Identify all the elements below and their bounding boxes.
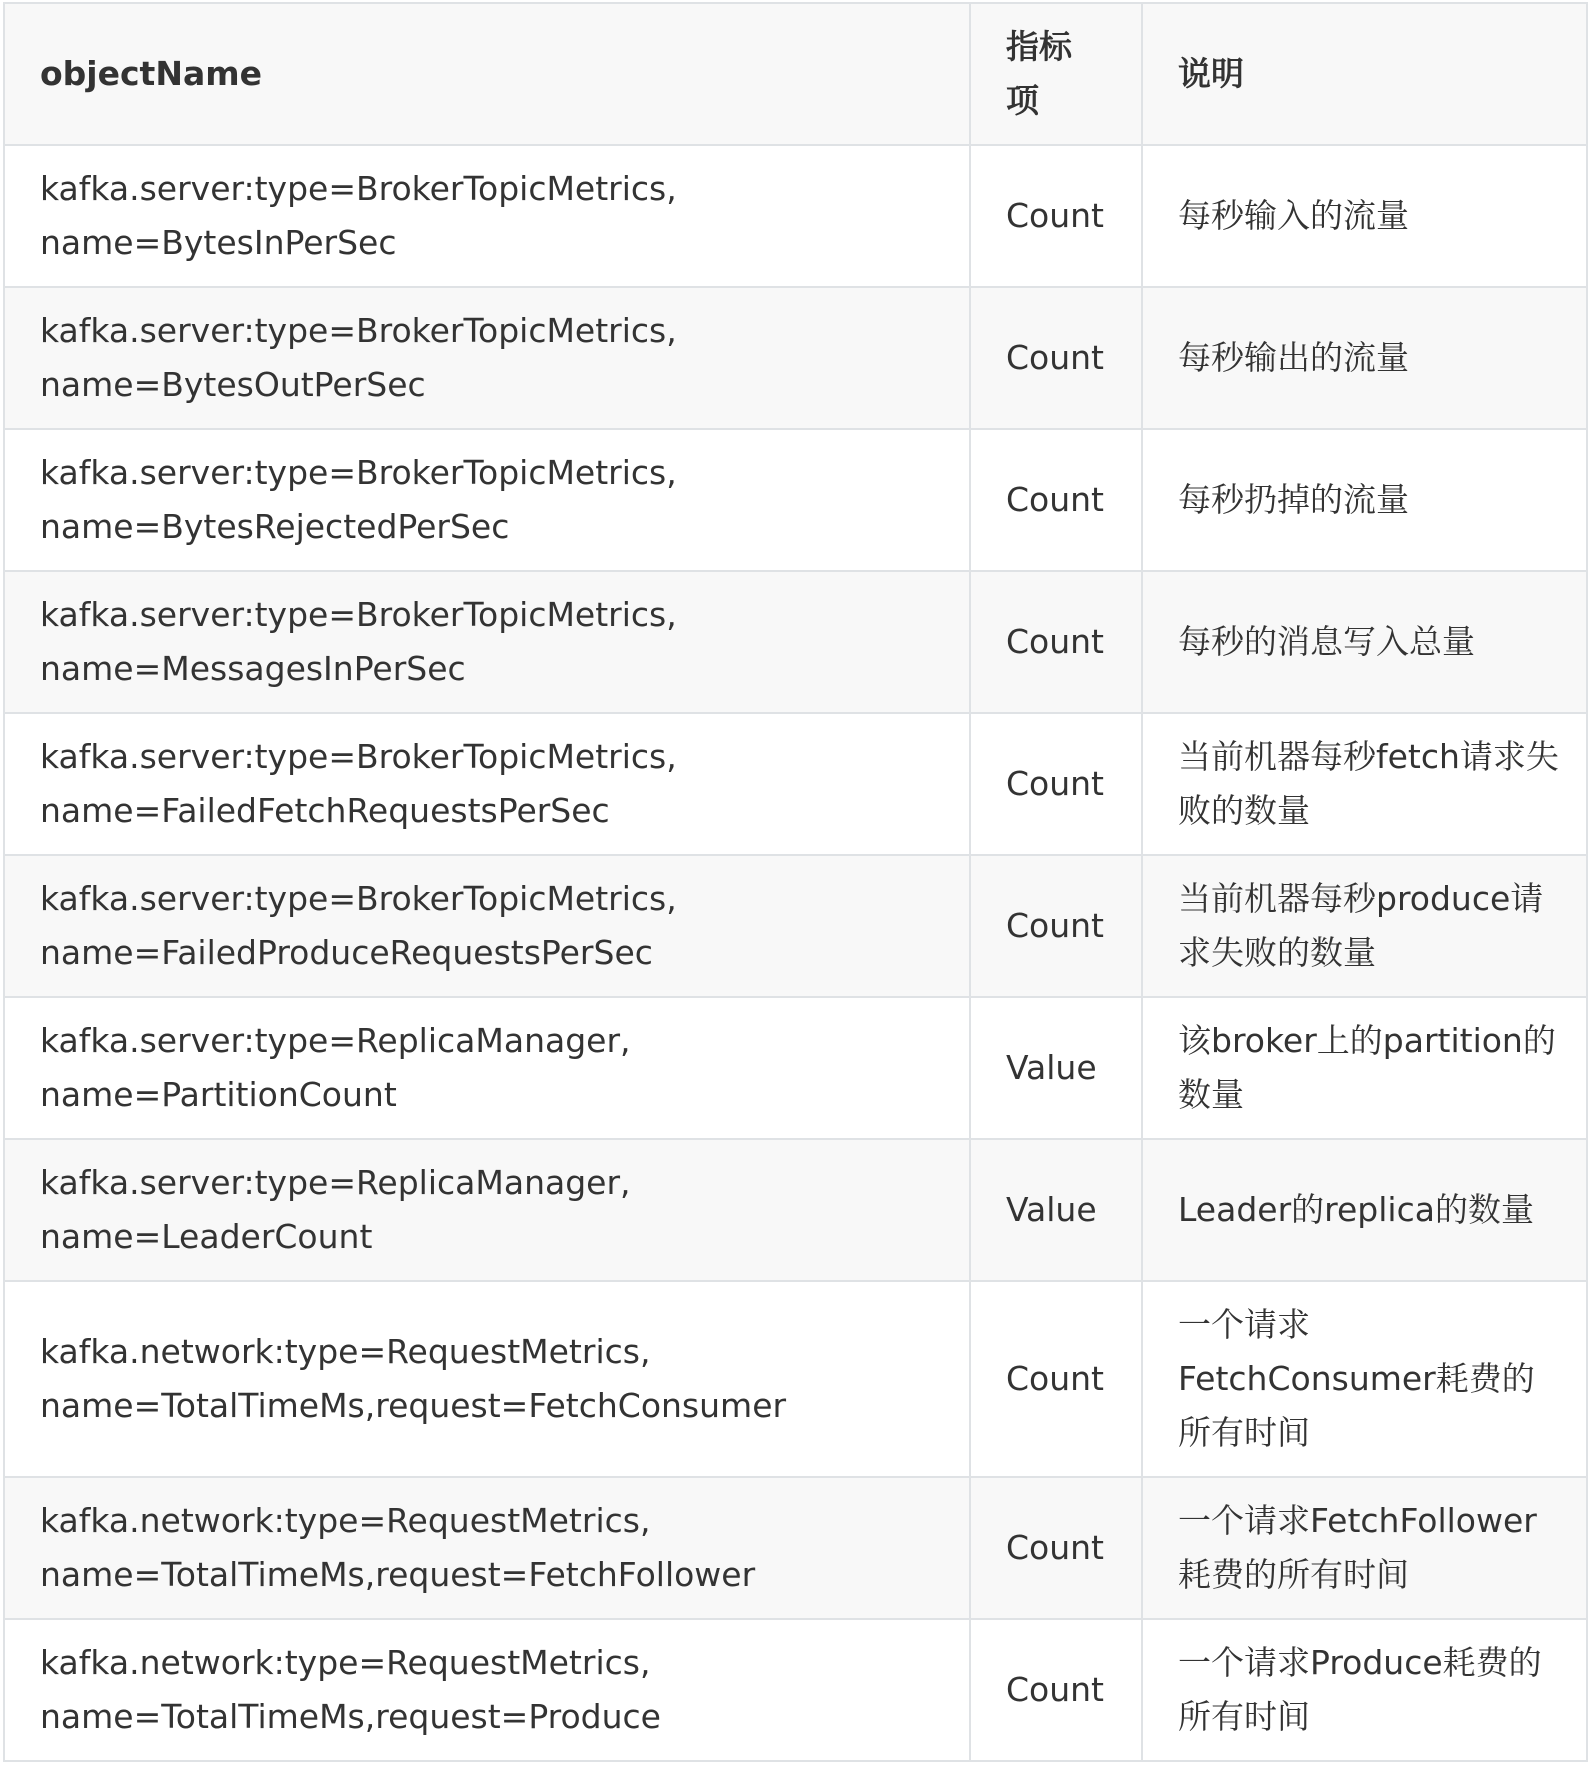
- description-cell: 一个请求Produce耗费的所有时间: [1142, 1619, 1587, 1761]
- object-name-line: kafka.server:type=BrokerTopicMetrics,: [40, 595, 677, 634]
- description-cell: 每秒扔掉的流量: [1142, 429, 1587, 571]
- table-row: [4, 997, 1587, 1139]
- table-row: [4, 429, 1587, 571]
- object-name-line: name=TotalTimeMs,request=Produce: [40, 1697, 661, 1736]
- metric-cell: Count: [970, 1619, 1142, 1761]
- description-cell: Leader的replica的数量: [1142, 1139, 1587, 1281]
- table-row: [4, 1619, 1587, 1761]
- object-name-line: name=FailedProduceRequestsPerSec: [40, 933, 653, 972]
- object-name-line: kafka.server:type=BrokerTopicMetrics,: [40, 311, 677, 350]
- table-row: [4, 145, 1587, 287]
- object-name-cell: [4, 571, 970, 713]
- metric-cell: Count: [970, 429, 1142, 571]
- description-cell: 当前机器每秒fetch请求失败的数量: [1142, 713, 1587, 855]
- description-cell: 每秒输出的流量: [1142, 287, 1587, 429]
- object-name-cell: [4, 287, 970, 429]
- metric-cell: Count: [970, 571, 1142, 713]
- object-name-line: name=MessagesInPerSec: [40, 649, 466, 688]
- object-name-cell: [4, 1477, 970, 1619]
- description-cell: 一个请求FetchFollower耗费的所有时间: [1142, 1477, 1587, 1619]
- metric-cell: Count: [970, 713, 1142, 855]
- metric-cell: Count: [970, 1477, 1142, 1619]
- object-name-line: name=LeaderCount: [40, 1217, 373, 1256]
- description-cell: 当前机器每秒produce请求失败的数量: [1142, 855, 1587, 997]
- description-cell: 每秒输入的流量: [1142, 145, 1587, 287]
- object-name-cell: [4, 145, 970, 287]
- table-body: [4, 145, 1587, 1761]
- object-name-cell: [4, 997, 970, 1139]
- metric-cell: Count: [970, 287, 1142, 429]
- table-row: [4, 571, 1587, 713]
- object-name-line: kafka.server:type=BrokerTopicMetrics,: [40, 879, 677, 918]
- table-row: [4, 855, 1587, 997]
- table-row: [4, 287, 1587, 429]
- table-header: [4, 3, 1587, 145]
- object-name-line: name=TotalTimeMs,request=FetchFollower: [40, 1555, 756, 1594]
- object-name-line: kafka.network:type=RequestMetrics,: [40, 1332, 651, 1371]
- object-name-line: kafka.network:type=RequestMetrics,: [40, 1501, 651, 1540]
- description-cell: 该broker上的partition的数量: [1142, 997, 1587, 1139]
- object-name-line: name=FailedFetchRequestsPerSec: [40, 791, 610, 830]
- object-name-line: name=PartitionCount: [40, 1075, 397, 1114]
- object-name-cell: [4, 1619, 970, 1761]
- metric-cell: Value: [970, 1139, 1142, 1281]
- object-name-line: name=TotalTimeMs,request=FetchConsumer: [40, 1386, 787, 1425]
- description-cell: 每秒的消息写入总量: [1142, 571, 1587, 713]
- metric-cell: Count: [970, 145, 1142, 287]
- object-name-line: kafka.server:type=ReplicaManager,: [40, 1163, 631, 1202]
- metric-cell: Value: [970, 997, 1142, 1139]
- metric-cell: Count: [970, 1281, 1142, 1477]
- object-name-line: name=BytesOutPerSec: [40, 365, 426, 404]
- object-name-line: name=BytesInPerSec: [40, 223, 397, 262]
- object-name-line: kafka.server:type=BrokerTopicMetrics,: [40, 453, 677, 492]
- header-metric: 指标项: [970, 3, 1142, 145]
- header-row: [4, 3, 1587, 145]
- object-name-cell: [4, 855, 970, 997]
- table-row: [4, 1477, 1587, 1619]
- description-cell: 一个请求FetchConsumer耗费的所有时间: [1142, 1281, 1587, 1477]
- table-row: [4, 1139, 1587, 1281]
- object-name-cell: [4, 713, 970, 855]
- object-name-line: kafka.server:type=BrokerTopicMetrics,: [40, 169, 677, 208]
- object-name-line: name=BytesRejectedPerSec: [40, 507, 510, 546]
- object-name-cell: [4, 1139, 970, 1281]
- header-description: 说明: [1142, 3, 1587, 145]
- table-row: [4, 1281, 1587, 1477]
- metrics-table: [3, 2, 1588, 1762]
- object-name-line: kafka.server:type=BrokerTopicMetrics,: [40, 737, 677, 776]
- header-object-name: objectName: [4, 3, 970, 145]
- object-name-cell: [4, 429, 970, 571]
- table-row: [4, 713, 1587, 855]
- object-name-line: kafka.server:type=ReplicaManager,: [40, 1021, 631, 1060]
- object-name-cell: [4, 1281, 970, 1477]
- object-name-line: kafka.network:type=RequestMetrics,: [40, 1643, 651, 1682]
- metric-cell: Count: [970, 855, 1142, 997]
